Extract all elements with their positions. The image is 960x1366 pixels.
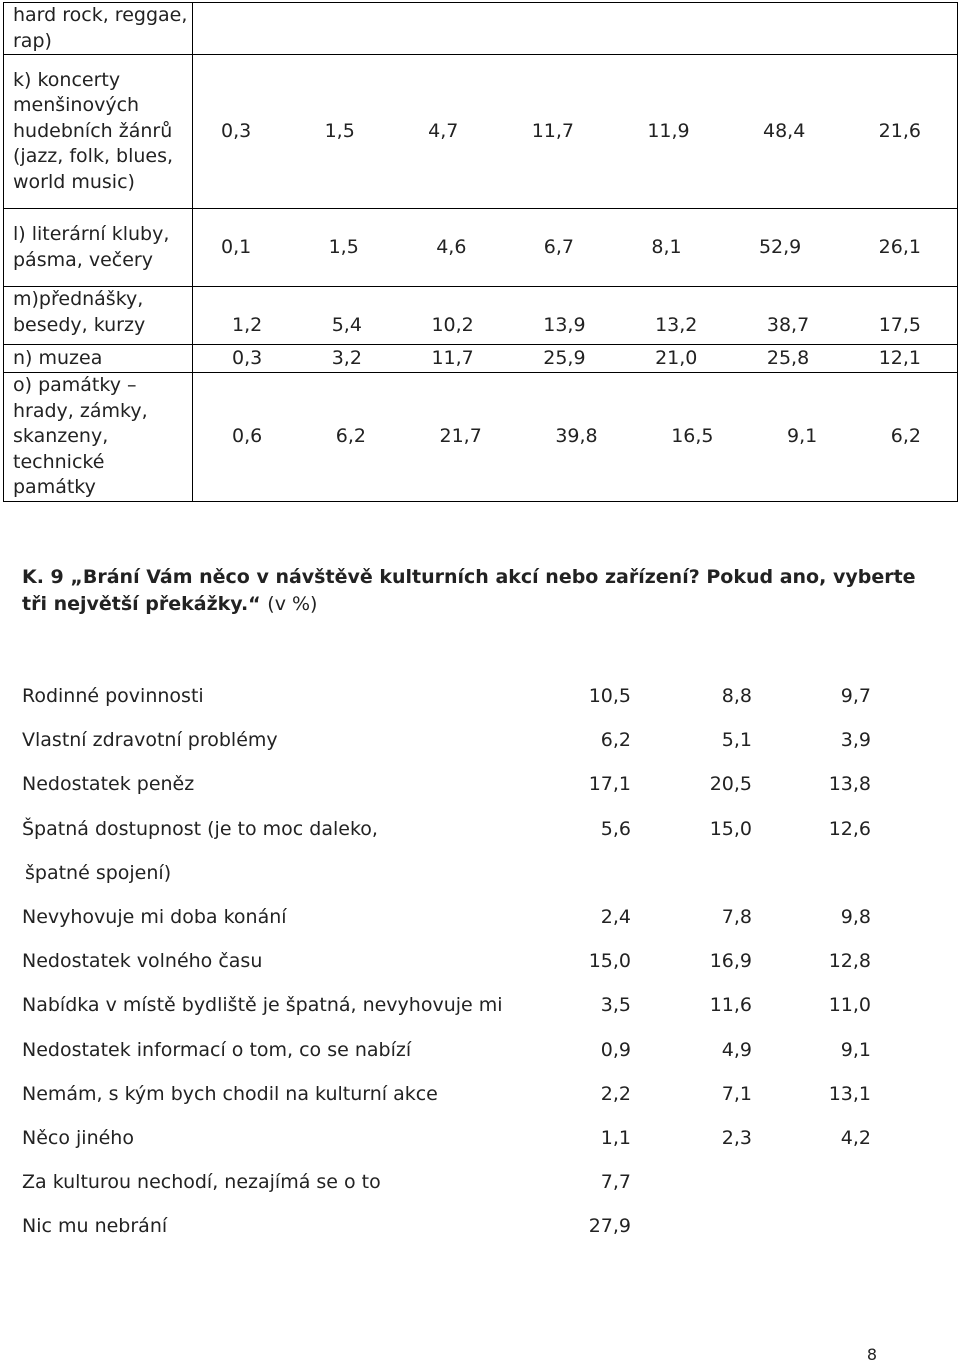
item-label: Za kulturou nechodí, nezajímá se o to [22,1171,381,1194]
item-value: 2,2 [600,1082,631,1105]
table-cell: 21,6 [878,119,921,142]
item-value: 13,8 [828,773,871,796]
table-cell: 13,9 [543,313,586,336]
table-cell: 0,3 [232,346,263,369]
table-cell: 10,2 [431,313,474,336]
item-label: Něco jiného [22,1126,134,1149]
table-cell: 8,1 [651,235,682,258]
item-value: 9,1 [840,1038,871,1061]
item-label: Nedostatek volného času [22,950,263,973]
row-label: hard rock, reggae, rap) [4,3,193,55]
list-item [22,1028,882,1072]
table-cell: 0,1 [221,235,252,258]
item-value: 9,7 [840,685,871,707]
table-cell: 0,3 [221,119,252,142]
table-cell: 21,0 [655,346,698,369]
question-note: (v %) [267,593,318,615]
table-cell: 25,9 [543,346,586,369]
item-value: 7,7 [600,1171,631,1194]
list-item [22,1204,882,1248]
table-row [4,345,958,373]
obstacles-list [22,674,882,1248]
table-cell: 25,8 [766,346,810,369]
row-values [193,313,957,339]
item-value: 5,1 [721,729,752,752]
item-value: 4,9 [721,1038,752,1061]
item-value: 15,0 [588,950,631,973]
item-value: 15,0 [709,817,752,840]
item-value: 6,2 [600,729,631,752]
item-value: 9,8 [840,905,871,928]
row-values [193,346,957,372]
attendance-table [3,2,958,502]
row-values [193,235,957,261]
table-cell: 12,1 [878,346,921,369]
list-item [22,983,882,1027]
item-value: 4,2 [840,1126,871,1149]
list-item [22,1072,882,1116]
item-label: Nabídka v místě bydliště je špatná, nevyhovuje mi [22,994,503,1017]
question-heading [22,564,922,618]
table-cell: 52,9 [758,235,802,258]
list-item [22,939,882,983]
table-cell: 6,7 [543,235,574,258]
list-item [22,674,882,718]
list-item [22,851,882,895]
table-row [4,3,958,55]
item-value: 17,1 [588,773,631,796]
row-label: k) koncerty menšinových hudebních žánrů (jazz, folk, blues, world music) [4,55,193,209]
table-row [4,55,958,209]
page-number: 8 [866,1345,877,1364]
list-item [22,807,882,851]
item-value: 3,9 [840,729,871,752]
item-label: Nevyhovuje mi doba konání [22,905,287,928]
table-cell: 1,5 [328,235,359,258]
row-label: n) muzea [4,345,193,373]
table-row [4,287,958,345]
item-value: 10,5 [588,685,631,707]
item-label: Nemám, s kým bych chodil na kulturní akce [22,1082,438,1105]
item-value: 2,4 [600,905,631,928]
row-label: o) památky – hrady, zámky, skanzeny, technické památky [4,373,193,502]
table-cell: 48,4 [763,119,806,142]
table-cell: 13,2 [655,313,698,336]
item-value: 2,3 [721,1126,752,1149]
row-values [193,424,957,450]
item-value: 16,9 [709,950,752,973]
item-value: 0,9 [600,1038,631,1061]
table-cell: 6,2 [335,425,366,447]
table-cell: 16,5 [671,425,714,447]
item-value: 11,0 [828,994,871,1017]
table-cell: 1,2 [232,313,263,336]
item-value: 12,8 [828,950,871,973]
table-cell: 0,6 [232,425,263,447]
item-label: Nedostatek peněz [22,773,195,796]
table-cell: 17,5 [878,313,921,336]
list-item [22,1116,882,1160]
item-value: 12,6 [828,817,871,840]
item-value: 11,6 [709,994,752,1017]
table-cell: 4,7 [428,119,459,142]
table-row [4,373,958,502]
table-cell: 4,6 [436,235,467,258]
item-label: Rodinné povinnosti [22,685,204,707]
item-label: špatné spojení) [25,861,172,884]
item-value: 7,8 [721,905,752,928]
table-cell: 11,9 [647,119,690,142]
item-label: Vlastní zdravotní problémy [22,729,278,752]
row-label: m)přednášky, besedy, kurzy [4,287,193,345]
table-cell: 9,1 [787,425,818,447]
list-item [22,762,882,806]
table-cell: 1,5 [324,119,355,142]
item-value: 27,9 [588,1215,631,1238]
list-item [22,718,882,762]
table-cell: 11,7 [431,346,474,369]
item-label: Špatná dostupnost (je to moc daleko, [22,817,378,840]
table-cell: 26,1 [878,235,921,258]
question-text: K. 9 „Brání Vám něco v návštěvě kulturních akcí nebo zařízení? Pokud ano, vyberte tři největší překážky.“ [22,566,916,615]
table-cell: 38,7 [766,313,810,336]
item-value: 7,1 [721,1082,752,1105]
list-item [22,895,882,939]
item-label: Nedostatek informací o tom, co se nabízí [22,1038,412,1061]
table-cell: 39,8 [555,425,598,447]
table-cell: 5,4 [331,313,362,336]
table-cell: 3,2 [331,346,362,369]
item-value: 8,8 [721,685,752,707]
item-value: 1,1 [600,1126,631,1149]
item-value: 20,5 [709,773,752,796]
table-cell: 21,7 [439,425,482,447]
item-value: 3,5 [600,994,631,1017]
table-row [4,209,958,287]
list-item [22,1160,882,1204]
row-label: l) literární kluby, pásma, večery [4,209,193,287]
row-values [193,119,957,145]
item-value: 5,6 [600,817,631,840]
item-label: Nic mu nebrání [22,1215,168,1238]
table-cell: 11,7 [531,119,574,142]
item-value: 13,1 [828,1082,871,1105]
table-cell: 6,2 [890,425,921,447]
